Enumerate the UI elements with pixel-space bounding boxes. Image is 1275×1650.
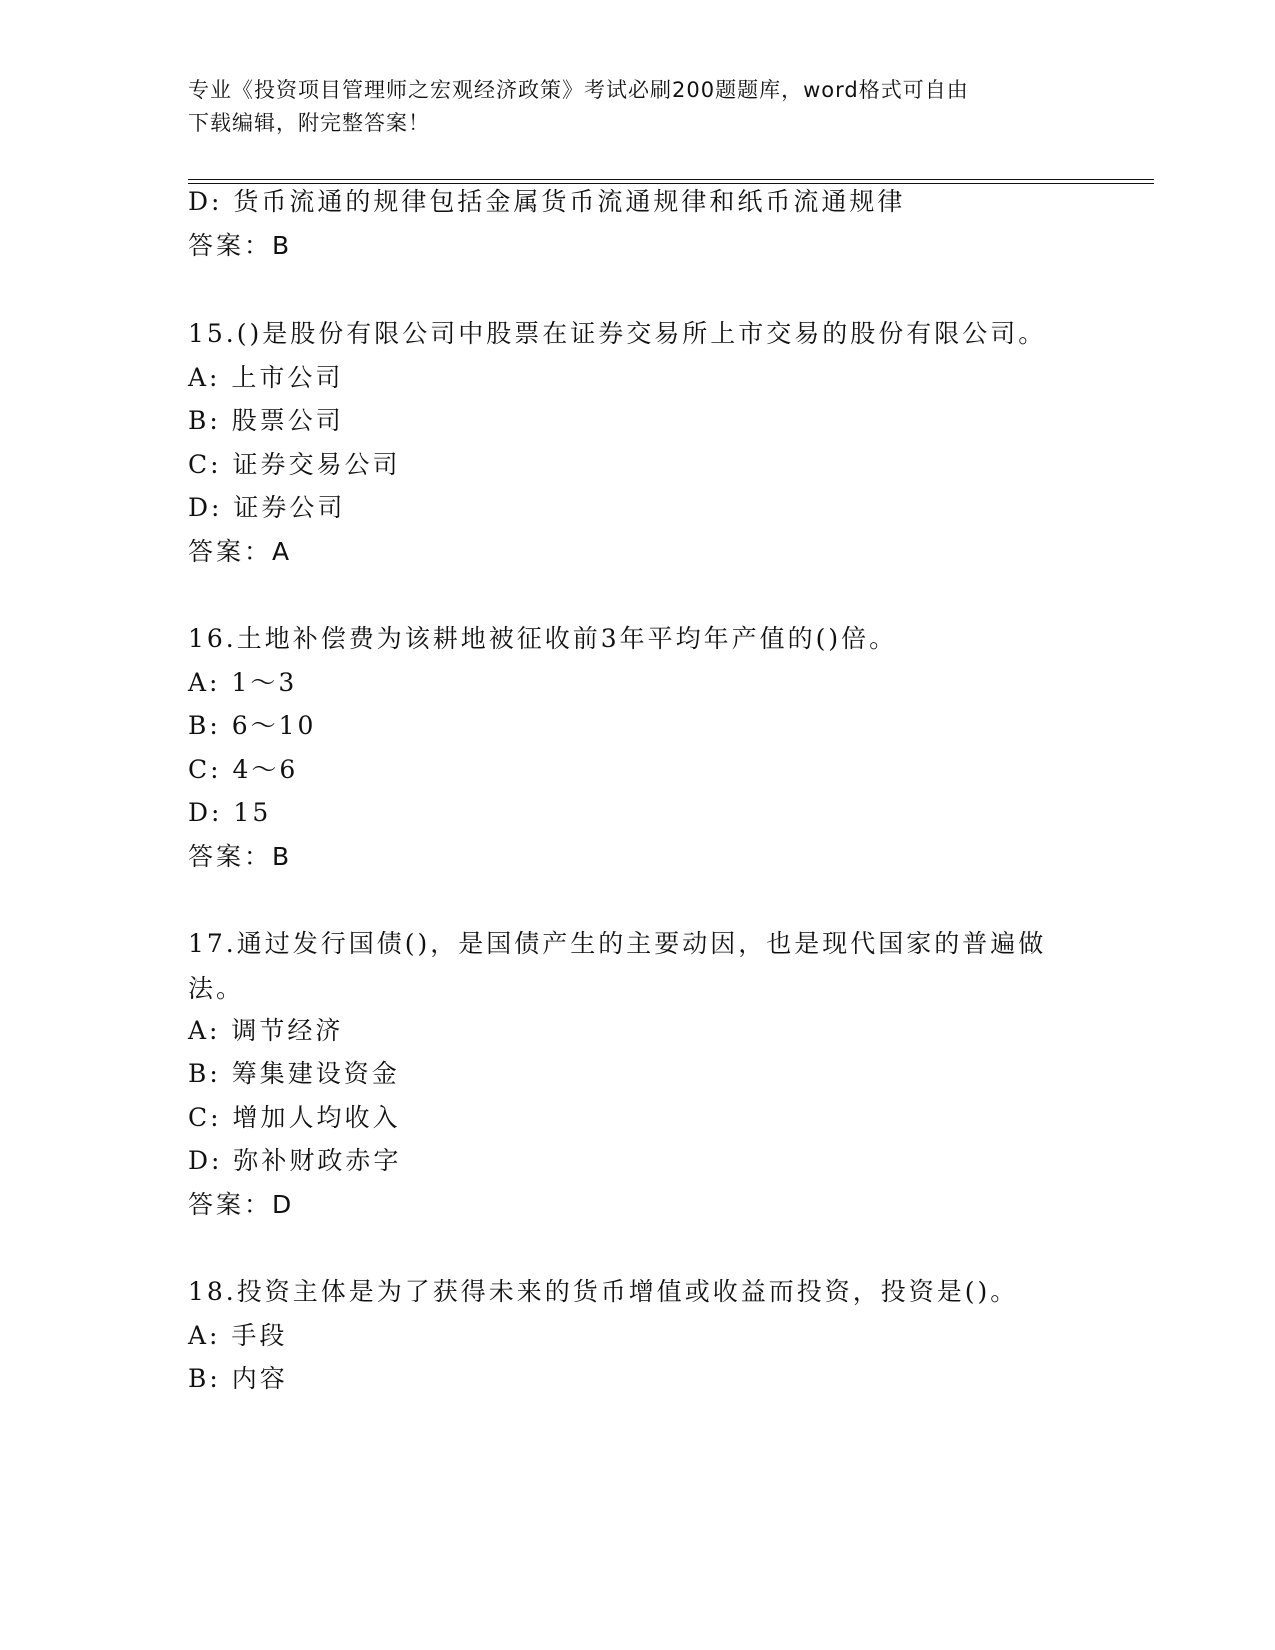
- q16-option-d: D: 15: [188, 798, 272, 827]
- prev-answer: 答案：B: [188, 231, 293, 260]
- q16-option-a: A: 1～3: [188, 668, 298, 697]
- q16-question: 16.土地补偿费为该耕地被征收前3年平均年产值的()倍。: [188, 624, 898, 653]
- q15-answer: 答案：A: [188, 537, 293, 566]
- q17-option-b: B: 筹集建设资金: [188, 1059, 400, 1088]
- q15-question: 15.()是股份有限公司中股票在证券交易所上市交易的股份有限公司。: [188, 319, 1047, 348]
- q15-option-d: D: 证券公司: [188, 493, 346, 522]
- q18-option-a: A: 手段: [188, 1321, 288, 1350]
- q18-question: 18.投资主体是为了获得未来的货币增值或收益而投资，投资是()。: [188, 1277, 1019, 1306]
- q15-option-a: A: 上市公司: [188, 363, 344, 392]
- q17-option-c: C: 增加人均收入: [188, 1103, 401, 1132]
- header-rule-bottom: [188, 183, 1154, 184]
- q15-option-c: C: 证券交易公司: [188, 450, 401, 479]
- q15-option-b: B: 股票公司: [188, 406, 344, 435]
- q17-option-d: D: 弥补财政赤字: [188, 1146, 402, 1175]
- q17-question: 17.通过发行国债()，是国债产生的主要动因，也是现代国家的普遍做法。: [188, 929, 1047, 1003]
- q16-option-b: B: 6～10: [188, 711, 317, 740]
- q18-option-b: B: 内容: [188, 1364, 288, 1393]
- q16-option-c: C: 4～6: [188, 755, 299, 784]
- header-rule-top: [188, 179, 1154, 180]
- q17-answer: 答案：D: [188, 1190, 295, 1219]
- prev-option-d: D: 货币流通的规律包括金属货币流通规律和纸币流通规律: [188, 187, 906, 216]
- document-header: [188, 74, 1088, 140]
- q16-answer: 答案：B: [188, 842, 293, 871]
- header-line-2: 下载编辑，附完整答案！: [188, 111, 430, 135]
- header-line-1: 专业《投资项目管理师之宏观经济政策》考试必刷200题题库，word格式可自由: [188, 78, 969, 102]
- q17-option-a: A: 调节经济: [188, 1016, 344, 1045]
